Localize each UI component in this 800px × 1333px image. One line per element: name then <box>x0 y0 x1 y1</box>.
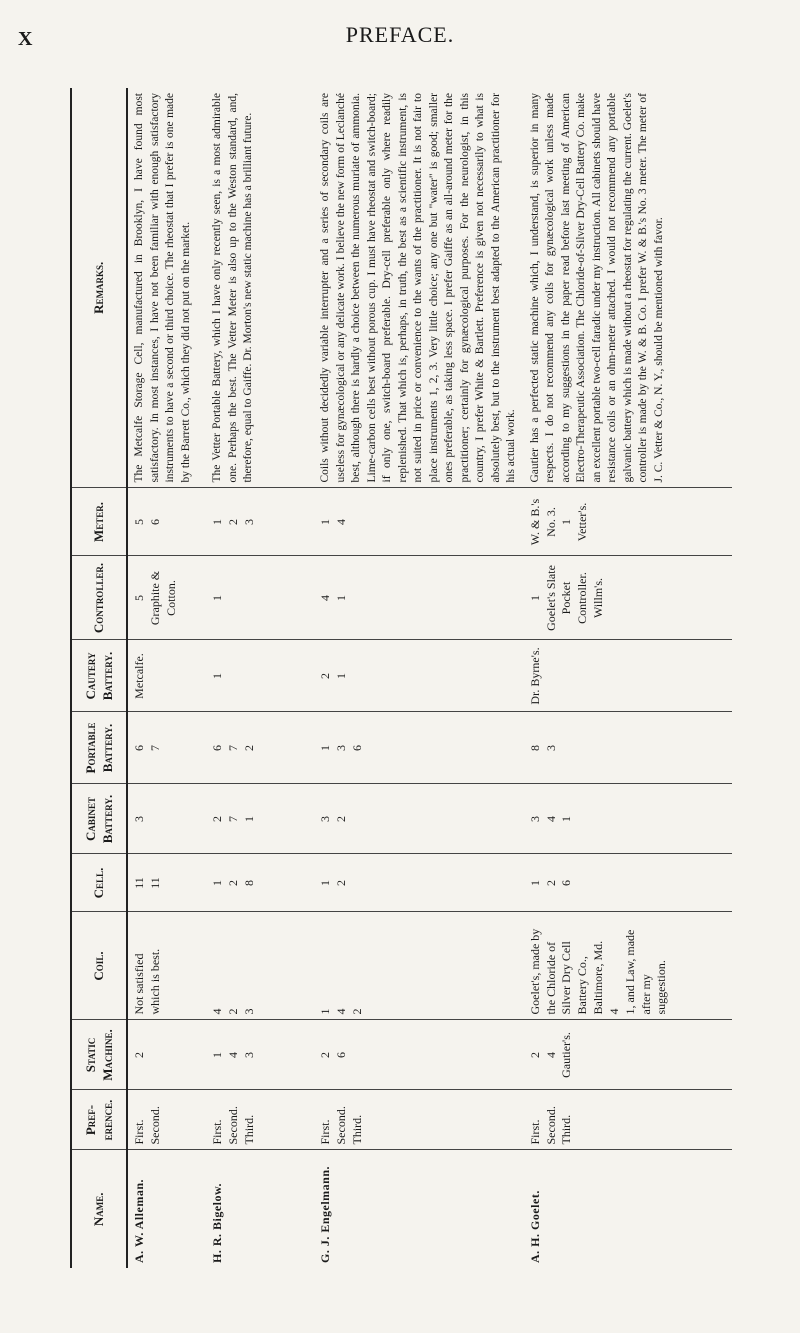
coil-entry: 1 <box>318 1008 332 1015</box>
preference-entry: Second. <box>333 1106 348 1145</box>
cell-remarks <box>206 88 314 488</box>
meter-entry: Vetter's. <box>575 502 590 542</box>
header-remarks: Remarks. <box>71 88 127 488</box>
cautery-battery-entry: Metcalfe. <box>132 653 146 699</box>
preference-entry: Third. <box>559 1114 574 1145</box>
portable-battery-entry: 2 <box>241 745 256 751</box>
cell-remarks <box>314 88 524 488</box>
cabinet-battery-entry: 1 <box>559 816 574 822</box>
header-controller: Controller. <box>71 556 127 640</box>
meter-entry: 2 <box>225 519 240 525</box>
cell-controller <box>127 556 206 640</box>
cell-controller <box>206 556 314 640</box>
portable-battery-entry: 7 <box>225 745 240 751</box>
cell-name <box>127 1150 206 1268</box>
preference-entry: First. <box>318 1119 332 1145</box>
cabinet-battery-entry: 1 <box>241 816 256 822</box>
cell-meter <box>524 488 732 556</box>
static-machine-entry: 3 <box>241 1052 256 1058</box>
cell-portable-battery <box>127 712 206 784</box>
respondent-name: A. W. Alleman. <box>132 1178 146 1263</box>
cell-static-machine <box>524 1020 732 1090</box>
cabinet-battery-entry: 7 <box>225 816 240 822</box>
coil-entry: which is best. <box>147 948 162 1015</box>
portable-battery-entry: 6 <box>349 745 364 751</box>
cell-meter <box>127 488 206 556</box>
coil-entry: 1, and Law, made after my suggestion. <box>622 929 669 1015</box>
meter-entry: 1 <box>559 519 574 525</box>
cell-portable-battery <box>206 712 314 784</box>
preference-entry: Second. <box>543 1106 558 1145</box>
static-machine-entry: 2 <box>527 1052 542 1058</box>
cautery-battery-entry: 1 <box>333 673 348 679</box>
controller-entry: Goelet's Slate Pocket Controller. <box>543 565 590 631</box>
table-row <box>524 88 732 1268</box>
header-row <box>71 88 127 1268</box>
meter-entry: 3 <box>241 519 256 525</box>
cautery-battery-entry: 2 <box>318 673 332 679</box>
portable-battery-entry: 7 <box>147 745 162 751</box>
remarks-text: Gautier has a perfected static machine which, I understand, is superior in many respects. I do not recommend any coils for gynæcological work unless made according to my suggestions in the paper read before last meeting of American Electro-Therapeutic Association. The Chloride-of-Silver Dry-Cell Battery Co. make an excellent portable two-cell faradic under my instruction. All cabinets should have resistance coils or an ohm-meter attached. I would not recommend any portable galvanic battery which is made without a rheostat for regulating the current. Goelet's controller is made by the W. & B. Co. I prefer W. & B.'s No. 3 meter. The meter of J. C. Vetter & Co., N. Y., should be mentioned with favor. <box>528 93 665 483</box>
static-machine-entry: 2 <box>318 1052 332 1058</box>
cell-cautery-battery <box>206 640 314 712</box>
remarks-text: The Vetter Portable Battery, which I have only recently seen, is a most admirable one. Perhaps the best. The Vetter Meter is also up to the Weston standard, and, therefore, equal to Gaiffe. Dr. Morton's new static machine has a brilliant future. <box>211 93 255 483</box>
cell-portable-battery <box>314 712 524 784</box>
cell-cautery-battery <box>127 640 206 712</box>
preference-entry: First. <box>527 1119 542 1145</box>
cell-cell <box>127 854 206 912</box>
cell-entry: 11 <box>132 877 146 889</box>
cabinet-battery-entry: 2 <box>210 816 224 822</box>
coil-entry: Not satisfied <box>132 953 146 1015</box>
cell-cabinet-battery <box>206 784 314 854</box>
cabinet-battery-entry: 2 <box>333 816 348 822</box>
header-meter: Meter. <box>71 488 127 556</box>
coil-entry: 4 <box>333 1008 348 1015</box>
portable-battery-entry: 3 <box>543 745 558 751</box>
cell-entry: 1 <box>210 880 224 886</box>
cell-entry: 6 <box>559 880 574 886</box>
cell-static-machine <box>314 1020 524 1090</box>
cell-cell <box>524 854 732 912</box>
preference-entry: Second. <box>147 1106 162 1145</box>
cell-cell <box>206 854 314 912</box>
cell-entry: 1 <box>527 880 542 886</box>
static-machine-entry: 4 <box>225 1052 240 1058</box>
controller-entry: 4 <box>318 595 332 601</box>
rotated-table-container <box>70 88 750 1268</box>
cell-meter <box>314 488 524 556</box>
cell-controller <box>314 556 524 640</box>
coil-entry: 3 <box>241 1008 256 1015</box>
cell-preference <box>314 1090 524 1150</box>
coil-entry: 4 <box>606 1008 621 1015</box>
cell-cabinet-battery <box>314 784 524 854</box>
page-title: PREFACE. <box>345 22 455 47</box>
header-coil: Coil. <box>71 912 127 1020</box>
controller-entry: 1 <box>527 595 542 601</box>
cautery-battery-entry: 1 <box>210 673 224 679</box>
cell-entry: 2 <box>333 880 348 886</box>
meter-entry: 4 <box>333 519 348 525</box>
cell-cautery-battery <box>314 640 524 712</box>
meter-entry: 1 <box>318 519 332 525</box>
header-cabinet-battery: Cabinet Battery. <box>71 784 127 854</box>
cell-name <box>206 1150 314 1268</box>
cell-name <box>314 1150 524 1268</box>
meter-entry: 1 <box>210 519 224 525</box>
page-letter: X <box>18 28 33 50</box>
cell-coil <box>524 912 732 1020</box>
cell-cautery-battery <box>524 640 732 712</box>
preference-entry: Second. <box>225 1106 240 1145</box>
cell-entry: 8 <box>241 880 256 886</box>
table-row <box>314 88 524 1268</box>
header-static-machine: Static Machine. <box>71 1020 127 1090</box>
static-machine-entry: 2 <box>132 1052 146 1058</box>
remarks-text: Coils without decidedly variable interrupter and a series of secondary coils are useless for gynæcological or any delicate work. I believe the new form of Leclanché best, although there is hardly a choice between the numerous muriate of ammonia. Lime-carbon cells best without porous cup. I must have rheostat and switch-board; if only one, switch-board preferable. Dry-cell preferable only where readily replenished. That which is, perhaps, in truth, the best as a scientific instrument, is not suited in price or convenience to the wants of the practitioner. It is not fair to place instruments 1, 2, 3. Very little choice; any one but "water" is good; smaller ones preferable, as taking less space. I prefer Gaiffe as an all-around meter for the practitioner; certainly for gynæcological purposes. For the neurologist, in this country, I prefer White & Bartlett. Preference is given not necessarily to what is absolutely best, but to the instrument best adapted to the American practitioner for his actual work. <box>319 93 518 483</box>
header-cell: Cell. <box>71 854 127 912</box>
cell-name <box>524 1150 732 1268</box>
remarks-text: The Metcalfe Storage Cell, manufactured in Brooklyn, I have found most satisfactory. In most instances, I have not been familiar with enough satisfactory instruments to have a second or third choice. The rheostat that I prefer is one made by the Barrett Co., which they did not put on the market. <box>133 93 192 483</box>
electrical-apparatus-table <box>70 88 732 1268</box>
cell-static-machine <box>127 1020 206 1090</box>
cell-coil <box>314 912 524 1020</box>
coil-entry: 2 <box>349 1008 364 1015</box>
cabinet-battery-entry: 3 <box>132 816 146 822</box>
header-portable-battery: Portable Battery. <box>71 712 127 784</box>
controller-entry: 1 <box>210 595 224 601</box>
preference-entry: Third. <box>241 1114 256 1145</box>
portable-battery-entry: 3 <box>333 745 348 751</box>
cautery-battery-entry: Dr. Byrne's. <box>527 647 542 705</box>
portable-battery-entry: 1 <box>318 745 332 751</box>
table-row <box>206 88 314 1268</box>
controller-entry: 5 <box>132 595 146 601</box>
portable-battery-entry: 6 <box>210 745 224 751</box>
cell-preference <box>206 1090 314 1150</box>
cell-preference <box>127 1090 206 1150</box>
preference-entry: First. <box>210 1119 224 1145</box>
cell-entry: 1 <box>318 880 332 886</box>
preference-entry: First. <box>132 1119 146 1145</box>
table-body <box>127 88 732 1268</box>
cell-coil <box>206 912 314 1020</box>
header-preference: Pref-erence. <box>71 1090 127 1150</box>
cell-cell <box>314 854 524 912</box>
static-machine-entry: 4 <box>543 1052 558 1058</box>
cell-cabinet-battery <box>127 784 206 854</box>
controller-entry: 1 <box>333 595 348 601</box>
table-row <box>127 88 206 1268</box>
static-machine-entry: Gautier's. <box>559 1032 574 1078</box>
cell-remarks <box>127 88 206 488</box>
coil-entry: 2 <box>225 1008 240 1015</box>
cell-coil <box>127 912 206 1020</box>
cell-entry: 2 <box>225 880 240 886</box>
respondent-name: G. J. Engelmann. <box>318 1165 332 1263</box>
respondent-name: A. H. Goelet. <box>527 1190 542 1263</box>
meter-entry: W. & B.'s No. 3. <box>527 498 558 546</box>
meter-entry: 5 <box>132 519 146 525</box>
cell-remarks <box>524 88 732 488</box>
cell-entry: 11 <box>147 877 162 889</box>
portable-battery-entry: 8 <box>527 745 542 751</box>
coil-entry: Goelet's, made by the Chloride of Silver Dry Cell Battery Co., Baltimore, Md. <box>527 928 606 1015</box>
cell-entry: 2 <box>543 880 558 886</box>
respondent-name: H. R. Bigelow. <box>210 1182 224 1263</box>
cell-preference <box>524 1090 732 1150</box>
cell-static-machine <box>206 1020 314 1090</box>
cell-cabinet-battery <box>524 784 732 854</box>
meter-entry: 6 <box>147 519 162 525</box>
portable-battery-entry: 6 <box>132 745 146 751</box>
cell-portable-battery <box>524 712 732 784</box>
header-name: Name. <box>71 1150 127 1268</box>
header-cautery-battery: Cautery Battery. <box>71 640 127 712</box>
cell-meter <box>206 488 314 556</box>
static-machine-entry: 1 <box>210 1052 224 1058</box>
controller-entry: Cotton. <box>163 580 178 616</box>
controller-entry: Willm's. <box>591 578 606 619</box>
coil-entry: 4 <box>210 1008 224 1015</box>
preference-entry: Third. <box>349 1114 364 1145</box>
cabinet-battery-entry: 4 <box>543 816 558 822</box>
static-machine-entry: 6 <box>333 1052 348 1058</box>
cabinet-battery-entry: 3 <box>318 816 332 822</box>
controller-entry: Graphite & <box>147 570 162 626</box>
cabinet-battery-entry: 3 <box>527 816 542 822</box>
cell-controller <box>524 556 732 640</box>
